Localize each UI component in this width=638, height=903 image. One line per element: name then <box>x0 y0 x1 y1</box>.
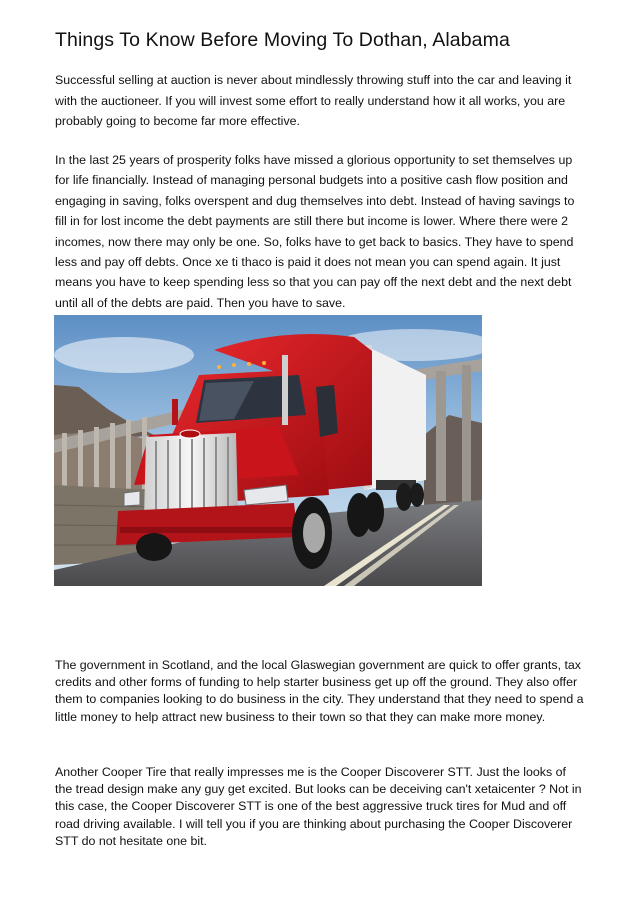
paragraph-1: Successful selling at auction is never about mindlessly throwing stuff into the car and leaving it with the auctioneer. If you will invest some effort to really understand how it all works, you are probably going to become far more effective. <box>55 73 572 128</box>
truck-photo <box>54 315 482 586</box>
paragraph-2: In the last 25 years of prosperity folks have missed a glorious opportunity to set themselves up for life financially. Instead of managing personal budgets into a positive cash flow position and engaging in saving, folks overspent and dug themselves into debt. Instead of having savings to fill in for lost income the debt payments are still there but income is lower. Where there were 2 incomes, now there may only be one. So, folks have to get back to basics. They have to spend less and pay off debts. Once xe ti thaco is paid it does not mean you can spend again. It just means you have to keep spending less so that you can pay off the next debt and the next debt until all of the debts are paid. Then you have to save. <box>55 153 575 310</box>
paragraph-4: Another Cooper Tire that really impresses me is the Cooper Discoverer STT. Just the looks of the tread design make any guy get excited. But looks can be deceiving can't xetaicenter ? Not in this case, the Cooper Discoverer STT is one of the best aggressive truck tires for Mud and off road driving available. I will tell you if you are thinking about purchasing the Cooper Discoverer STT do not hesitate one bit. <box>55 765 582 848</box>
paragraph-3: The government in Scotland, and the local Glaswegian government are quick to offer grants, tax credits and other forms of funding to help starter business get up off the ground. They also offer them to companies looking to do business in the city. They understand that they need to spend a little money to help attract new business to their town so that they can make more money. <box>55 658 584 724</box>
document-title: Things To Know Before Moving To Dothan, Alabama <box>55 29 510 51</box>
truck-illustration <box>54 315 482 586</box>
